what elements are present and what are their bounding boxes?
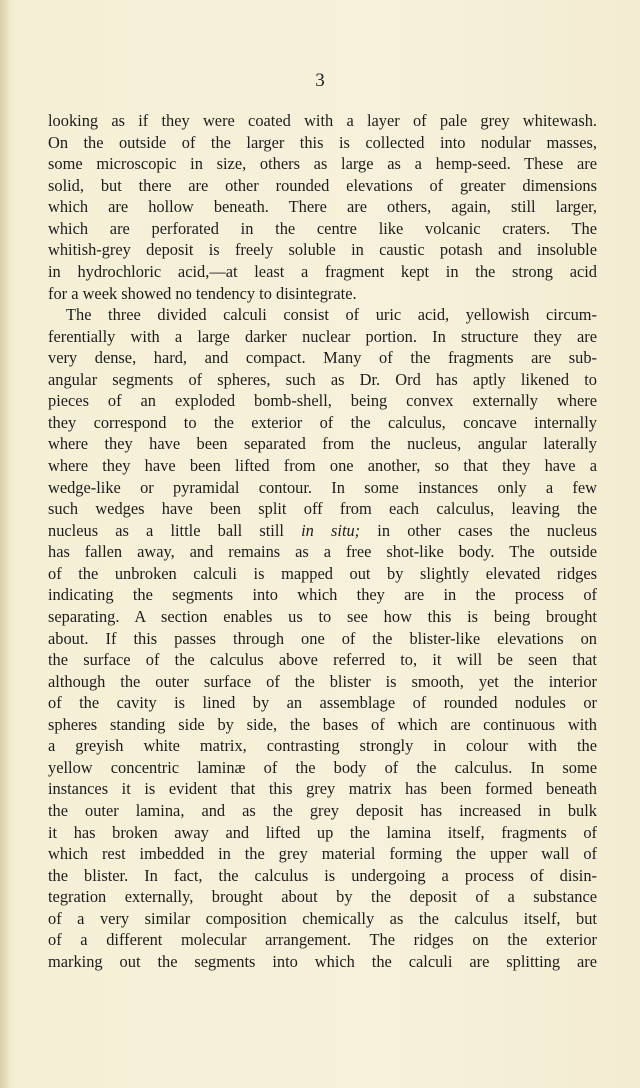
text-line: the surface of the calculus above referred to, it will be seen that	[48, 650, 597, 670]
text-line: angular segments of spheres, such as Dr. Ord has aptly likened to	[48, 369, 597, 389]
text-line: a greyish white matrix, contrasting strongly in colour with the	[48, 736, 597, 756]
text-line: for a week showed no tendency to disintegrate.	[48, 283, 357, 303]
text-line: The three divided calculi consist of uric acid, yellowish circum-	[66, 305, 597, 325]
text-line	[48, 520, 597, 542]
text-run: nucleus as a little ball still	[48, 520, 302, 540]
text-line: ferentially with a large darker nuclear portion. In structure they are	[48, 326, 597, 346]
text-line: of the unbroken calculi is mapped out by slightly elevated ridges	[48, 563, 597, 583]
text-line: where they have been lifted from one another, so that they have a	[48, 456, 597, 475]
text-line: of a different molecular arrangement. The ridges on the exterior	[48, 930, 597, 950]
text-line: in hydrochloric acid,—at least a fragment kept in the strong acid	[48, 261, 597, 281]
text-line: of the cavity is lined by an assemblage of rounded nodules or	[48, 693, 597, 713]
text-line: looking as if they were coated with a layer of pale grey whitewash.	[48, 111, 597, 130]
page-edge	[0, 0, 9, 1088]
text-line: which are hollow beneath. There are others, again, still larger,	[48, 197, 597, 217]
text-line: solid, but there are other rounded elevations of greater dimensions	[48, 175, 597, 195]
italic-phrase: in situ;	[301, 520, 361, 540]
text-line: such wedges have been split off from each calculus, leaving the	[48, 499, 597, 519]
text-line: they correspond to the exterior of the calculus, concave internally	[48, 412, 597, 432]
text-line: although the outer surface of the blister is smooth, yet the interior	[48, 671, 597, 691]
text-line: very dense, hard, and compact. Many of the fragments are sub-	[48, 348, 597, 368]
text-run: in other cases the nucleus	[360, 520, 597, 540]
text-line: tegration externally, brought about by the deposit of a substance	[48, 887, 597, 907]
body-text	[48, 110, 597, 973]
text-line: the blister. In fact, the calculus is undergoing a process of disin-	[48, 865, 597, 885]
text-line: it has broken away and lifted up the lamina itself, fragments of	[48, 822, 597, 842]
text-line: instances it is evident that this grey matrix has been formed beneath	[48, 779, 597, 799]
text-line: whitish-grey deposit is freely soluble in caustic potash and insoluble	[48, 240, 597, 260]
text-line: some microscopic in size, others as large as a hemp-seed. These are	[48, 154, 597, 174]
text-line: On the outside of the larger this is collected into nodular masses,	[48, 132, 597, 152]
text-line: which rest imbedded in the grey material forming the upper wall of	[48, 844, 597, 864]
text-line: of a very similar composition chemically as the calculus itself, but	[48, 908, 597, 928]
text-line: yellow concentric laminæ of the body of the calculus. In some	[48, 757, 597, 777]
text-line: about. If this passes through one of the blister-like elevations on	[48, 628, 597, 648]
page-number: 3	[315, 70, 325, 91]
text-line: the outer lamina, and as the grey deposit has increased in bulk	[48, 801, 597, 820]
text-line: wedge-like or pyramidal contour. In some instances only a few	[48, 477, 597, 497]
text-line: pieces of an exploded bomb-shell, being convex externally where	[48, 391, 597, 411]
text-line: indicating the segments into which they are in the process of	[48, 585, 597, 605]
text-line: has fallen away, and remains as a free shot-like body. The outside	[48, 542, 597, 562]
text-line: spheres standing side by side, the bases of which are continuous with	[48, 714, 597, 734]
text-line: separating. A section enables us to see how this is being brought	[48, 606, 597, 626]
text-line: which are perforated in the centre like volcanic craters. The	[48, 218, 597, 238]
text-line: where they have been separated from the nucleus, angular laterally	[48, 434, 597, 454]
text-line: marking out the segments into which the calculi are splitting are	[48, 951, 597, 971]
